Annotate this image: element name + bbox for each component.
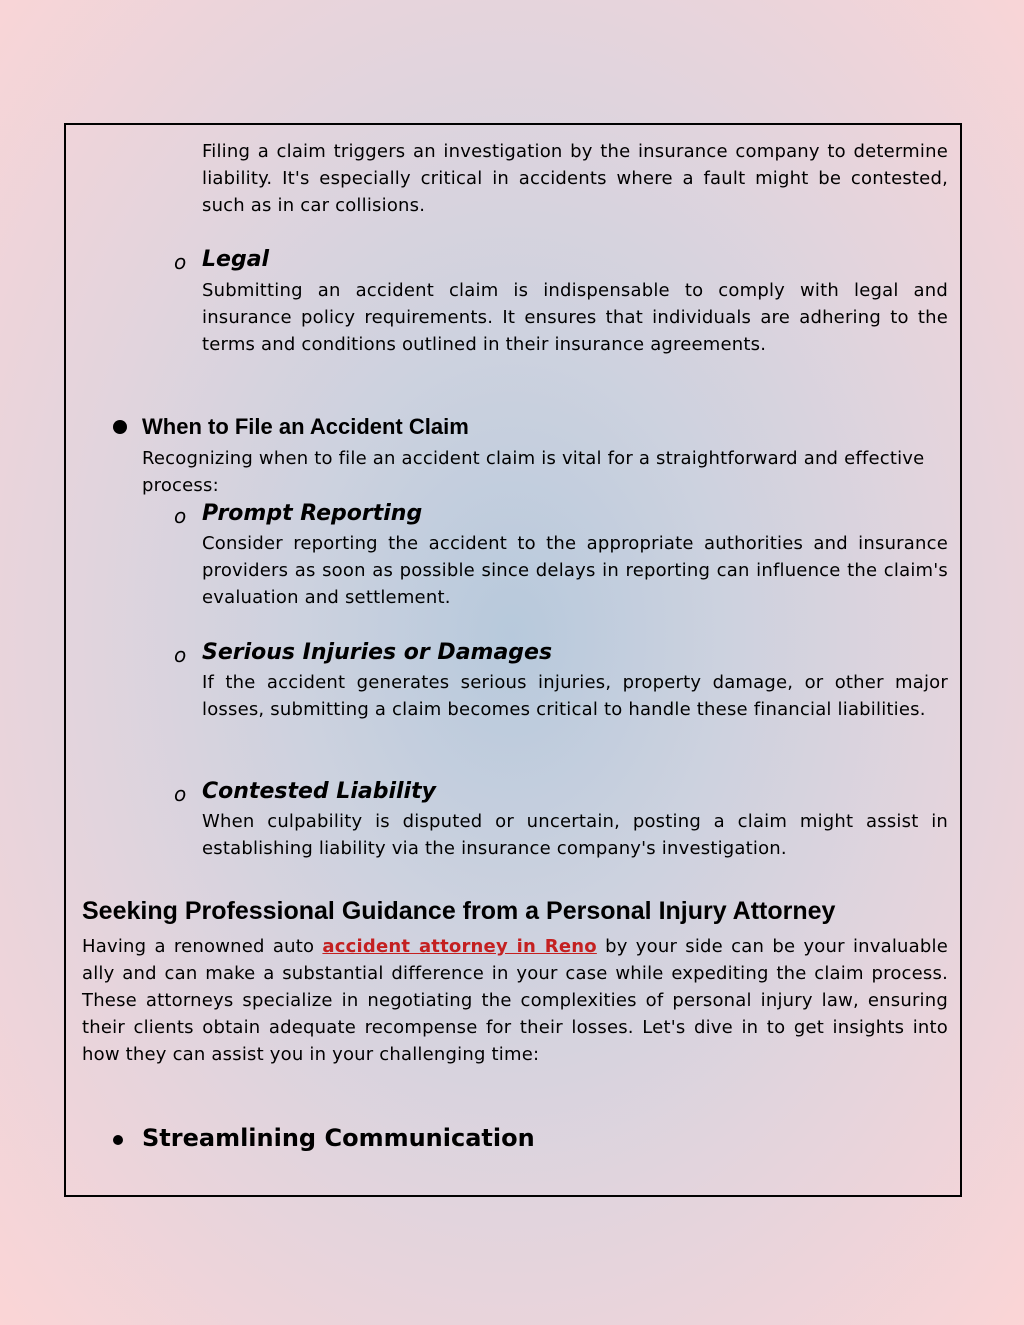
guidance-text-before-link: Having a renowned auto xyxy=(82,936,323,957)
when-to-file-intro: Recognizing when to file an accident claim is vital for a straightforward and effective process: xyxy=(142,448,925,496)
intro-paragraph-block xyxy=(202,138,948,219)
streamlining-bullet-icon xyxy=(113,1135,123,1145)
prompt-reporting-paragraph-block xyxy=(202,530,948,611)
when-to-file-bullet-icon xyxy=(113,420,127,434)
accident-attorney-link[interactable]: accident attorney in Reno xyxy=(322,936,597,957)
guidance-paragraph-block xyxy=(82,933,948,1068)
when-to-file-heading: When to File an Accident Claim xyxy=(142,414,469,439)
contested-liability-paragraph: When culpability is disputed or uncertain, posting a claim might assist in establishing liability via the insurance company's investigation. xyxy=(202,811,948,859)
guidance-paragraph xyxy=(82,933,948,1068)
guidance-text-after-link: by your side can be your invaluable ally and can make a substantial difference in your case while expediting the claim process. These attorneys specialize in negotiating the complexities of personal injury law, ensuring their clients obtain adequate recompense for their losses. Let's dive in to get insights into how they can assist you in your challenging time: xyxy=(82,936,948,1065)
prompt-reporting-bullet-icon: o xyxy=(174,504,187,528)
serious-injuries-paragraph: If the accident generates serious injuries, property damage, or other major losses, submitting a claim becomes critical to handle these financial liabilities. xyxy=(202,672,948,720)
legal-paragraph: Submitting an accident claim is indispensable to comply with legal and insurance policy requirements. It ensures that individuals are adhering to the terms and conditions outlined in their insurance agreements. xyxy=(202,280,948,355)
guidance-section-title: Seeking Professional Guidance from a Personal Injury Attorney xyxy=(82,897,836,925)
legal-heading: Legal xyxy=(202,247,270,272)
when-to-file-intro-block xyxy=(142,445,932,499)
serious-injuries-paragraph-block xyxy=(202,669,948,723)
contested-liability-paragraph-block xyxy=(202,808,948,862)
serious-injuries-bullet-icon: o xyxy=(174,643,187,667)
serious-injuries-heading: Serious Injuries or Damages xyxy=(202,640,553,665)
contested-liability-bullet-icon: o xyxy=(174,782,187,806)
prompt-reporting-paragraph: Consider reporting the accident to the appropriate authorities and insurance providers as soon as possible since delays in reporting can influence the claim's evaluation and settlement. xyxy=(202,533,948,608)
intro-paragraph: Filing a claim triggers an investigation by the insurance company to determine liability. It's especially critical in accidents where a fault might be contested, such as in car collisions. xyxy=(202,141,948,216)
prompt-reporting-heading: Prompt Reporting xyxy=(202,501,423,526)
streamlining-heading: Streamlining Communication xyxy=(142,1124,535,1152)
contested-liability-heading: Contested Liability xyxy=(202,779,436,804)
legal-bullet-icon: o xyxy=(174,250,187,274)
legal-paragraph-block xyxy=(202,277,948,358)
